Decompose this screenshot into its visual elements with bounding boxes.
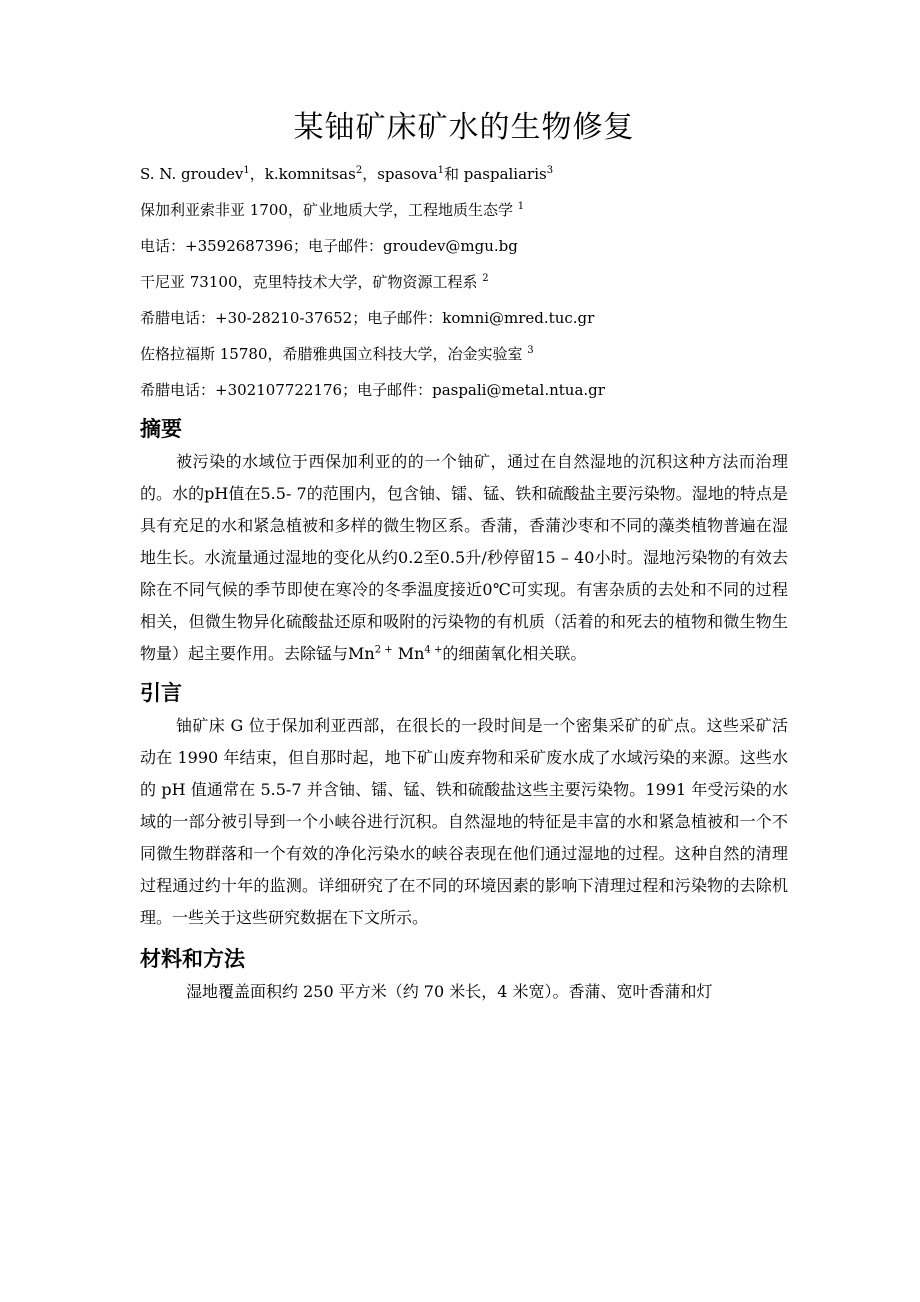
author-superscript: 3 [546,165,554,176]
contact-text: 电话：+3592687396；电子邮件：groudev@mgu.bg [140,237,518,255]
author-name: ，k.komnitsas [249,165,356,183]
affiliation-superscript: 3 [527,345,534,356]
author-superscript: 2 [355,165,363,176]
author-name: ，spasova [362,165,438,183]
affiliation-superscript: 2 [482,273,489,284]
author-name: 和 paspaliaris [443,165,547,183]
abstract-paragraph [140,446,788,670]
document-title: 某铀矿床矿水的生物修复 [293,110,635,145]
ion-charge-superscript: 2 + [374,644,393,656]
affiliation-text: 佐格拉福斯 15780，希腊雅典国立科技大学，冶金实验室 [140,345,528,363]
contact-line [140,372,788,408]
abstract-text: 的细菌氧化相关联。 [442,644,587,663]
author-superscript: 1 [243,165,250,176]
contact-line [140,300,788,336]
methods-paragraph: 湿地覆盖面积约 250 平方米（约 70 米长，4 米宽）。香蒲、宽叶香蒲和灯 [186,982,713,1001]
affiliation-line [140,192,788,228]
author-name: S. N. groudev [140,165,244,183]
abstract-text: Mn [392,644,425,663]
affiliation-superscript: 1 [517,201,525,212]
abstract-heading: 摘要 [140,417,182,441]
author-line [140,156,788,192]
introduction-paragraph: 铀矿床 G 位于保加利亚西部，在很长的一段时间是一个密集采矿的矿点。这些采矿活动在 1990 年结束，但自那时起，地下矿山废弃物和采矿废水成了水域污染的来源。这些水的 pH 值通常在 5.5-7 并含铀、镭、锰、铁和硫酸盐这些主要污染物。1991 年受污染的水域的一部分被引导到一个小峡谷进行沉积。自然湿地的特征是丰富的水和紧急植被和一个不同微生物群落和一个有效的净化污染水的峡谷表现在他们通过湿地的过程。这种自然的清理过程通过约十年的监测。详细研究了在不同的环境因素的影响下清理过程和污染物的去除机理。一些关于这些研究数据在下文所示。 [140,716,788,927]
document-page [140,108,788,1008]
affiliation-line [140,264,788,300]
abstract-text: 被污染的水域位于西保加利亚的的一个铀矿，通过在自然湿地的沉积这种方法而治理的。水的pH值在5.5- 7的范围内，包含铀、镭、锰、铁和硫酸盐主要污染物。湿地的特点是具有充足的水和紧急植被和多样的微生物区系。香蒲，香蒲沙枣和不同的藻类植物普遍在湿地生长。水流量通过湿地的变化从约0.2至0.5升/秒停留15 – 40小时。湿地污染物的有效去除在不同气候的季节即使在寒冷的冬季温度接近0℃可实现。有害杂质的去处和不同的过程相关，但微生物异化硫酸盐还原和吸附的污染物的有机质（活着的和死去的植物和微生物生物量）起主要作用。去除锰与Mn [140,452,788,663]
ion-charge-superscript: 4 + [424,644,443,656]
affiliation-text: 保加利亚索非亚 1700，矿业地质大学，工程地质生态学 [140,201,518,219]
affiliation-text: 干尼亚 73100，克里特技术大学，矿物资源工程系 [140,273,483,291]
contact-line [140,228,788,264]
contact-text: 希腊电话：+30-28210-37652；电子邮件：komni@mred.tuc.gr [140,309,595,327]
affiliation-line [140,336,788,372]
author-superscript: 1 [437,165,444,176]
contact-text: 希腊电话：+302107722176；电子邮件：paspali@metal.ntua.gr [140,381,605,399]
introduction-heading: 引言 [140,681,182,705]
methods-heading: 材料和方法 [140,947,245,971]
